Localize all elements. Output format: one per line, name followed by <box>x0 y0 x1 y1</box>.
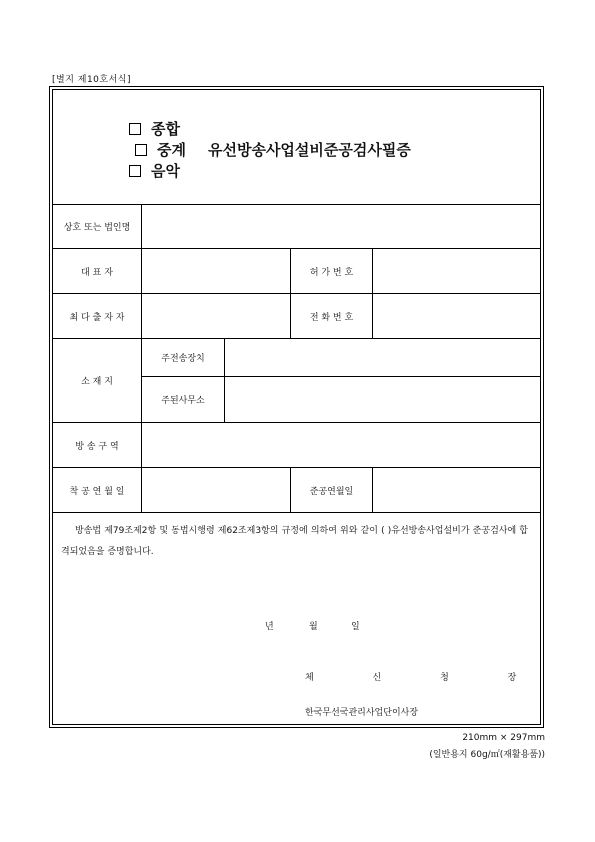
input-business-name[interactable] <box>142 204 540 248</box>
form-inner <box>52 89 545 725</box>
input-headend[interactable] <box>225 339 540 376</box>
row-location <box>53 339 540 423</box>
date-year: 년 <box>265 622 274 632</box>
certification-statement: 방송법 제79조제2항 및 동법시행령 제62조제3항의 규정에 의하여 위와 같이 ( )유선방송사업설비가 준공검사에 합격되었음을 증명합니다. <box>61 526 528 557</box>
option-general <box>129 118 180 139</box>
option-relay <box>135 139 411 160</box>
paper-size-note: 210mm × 297mm <box>462 733 545 743</box>
label-largest-investor: 최 다 출 자 자 <box>69 312 125 323</box>
row-largest-investor <box>53 294 540 339</box>
row-representative <box>53 249 540 294</box>
date-day: 일 <box>351 622 360 632</box>
option-music-label: 음악 <box>151 162 180 180</box>
date-month: 월 <box>309 622 318 632</box>
label-business-name: 상호 또는 법인명 <box>63 222 131 233</box>
form-id: [별지 제10호서식] <box>52 75 131 85</box>
option-music <box>129 160 180 181</box>
label-representative: 대 표 자 <box>81 267 113 278</box>
label-completion-date: 준공연월일 <box>309 486 354 497</box>
option-general-label: 종합 <box>151 120 180 138</box>
option-relay-label: 중계 <box>157 141 186 159</box>
signatory-minister: 체 신 청 장 <box>305 673 545 683</box>
input-construction-start[interactable] <box>142 468 290 512</box>
form-frame <box>49 86 544 728</box>
signatory-director: 한국무선국관리사업단이사장 <box>305 708 419 718</box>
checkbox-general[interactable] <box>129 123 141 135</box>
label-broadcast-area: 방 송 구 역 <box>75 441 119 452</box>
paper-type-note: (일반용지 60g/㎡(재활용품)) <box>429 750 545 760</box>
input-broadcast-area[interactable] <box>142 423 540 467</box>
row-broadcast-area <box>53 423 540 468</box>
label-phone: 전 화 번 호 <box>309 312 354 323</box>
input-main-office[interactable] <box>225 377 540 422</box>
input-largest-investor[interactable] <box>142 294 290 338</box>
input-license-no[interactable] <box>373 249 540 293</box>
checkbox-music[interactable] <box>129 165 141 177</box>
label-headend: 주전송장치 <box>161 354 205 364</box>
checkbox-relay[interactable] <box>135 144 147 156</box>
input-completion-date[interactable] <box>373 468 540 512</box>
label-location: 소 재 지 <box>81 377 113 387</box>
label-main-office: 주된사무소 <box>161 396 205 406</box>
input-representative[interactable] <box>142 249 290 293</box>
row-business-name <box>53 204 540 249</box>
title-block <box>53 90 540 205</box>
row-dates <box>53 468 540 513</box>
statement-block <box>53 513 545 724</box>
label-construction-start: 착 공 연 월 일 <box>69 486 125 497</box>
input-phone[interactable] <box>373 294 540 338</box>
label-license-no: 허 가 번 호 <box>309 267 354 278</box>
form-title: 유선방송사업설비준공검사필증 <box>207 141 411 159</box>
